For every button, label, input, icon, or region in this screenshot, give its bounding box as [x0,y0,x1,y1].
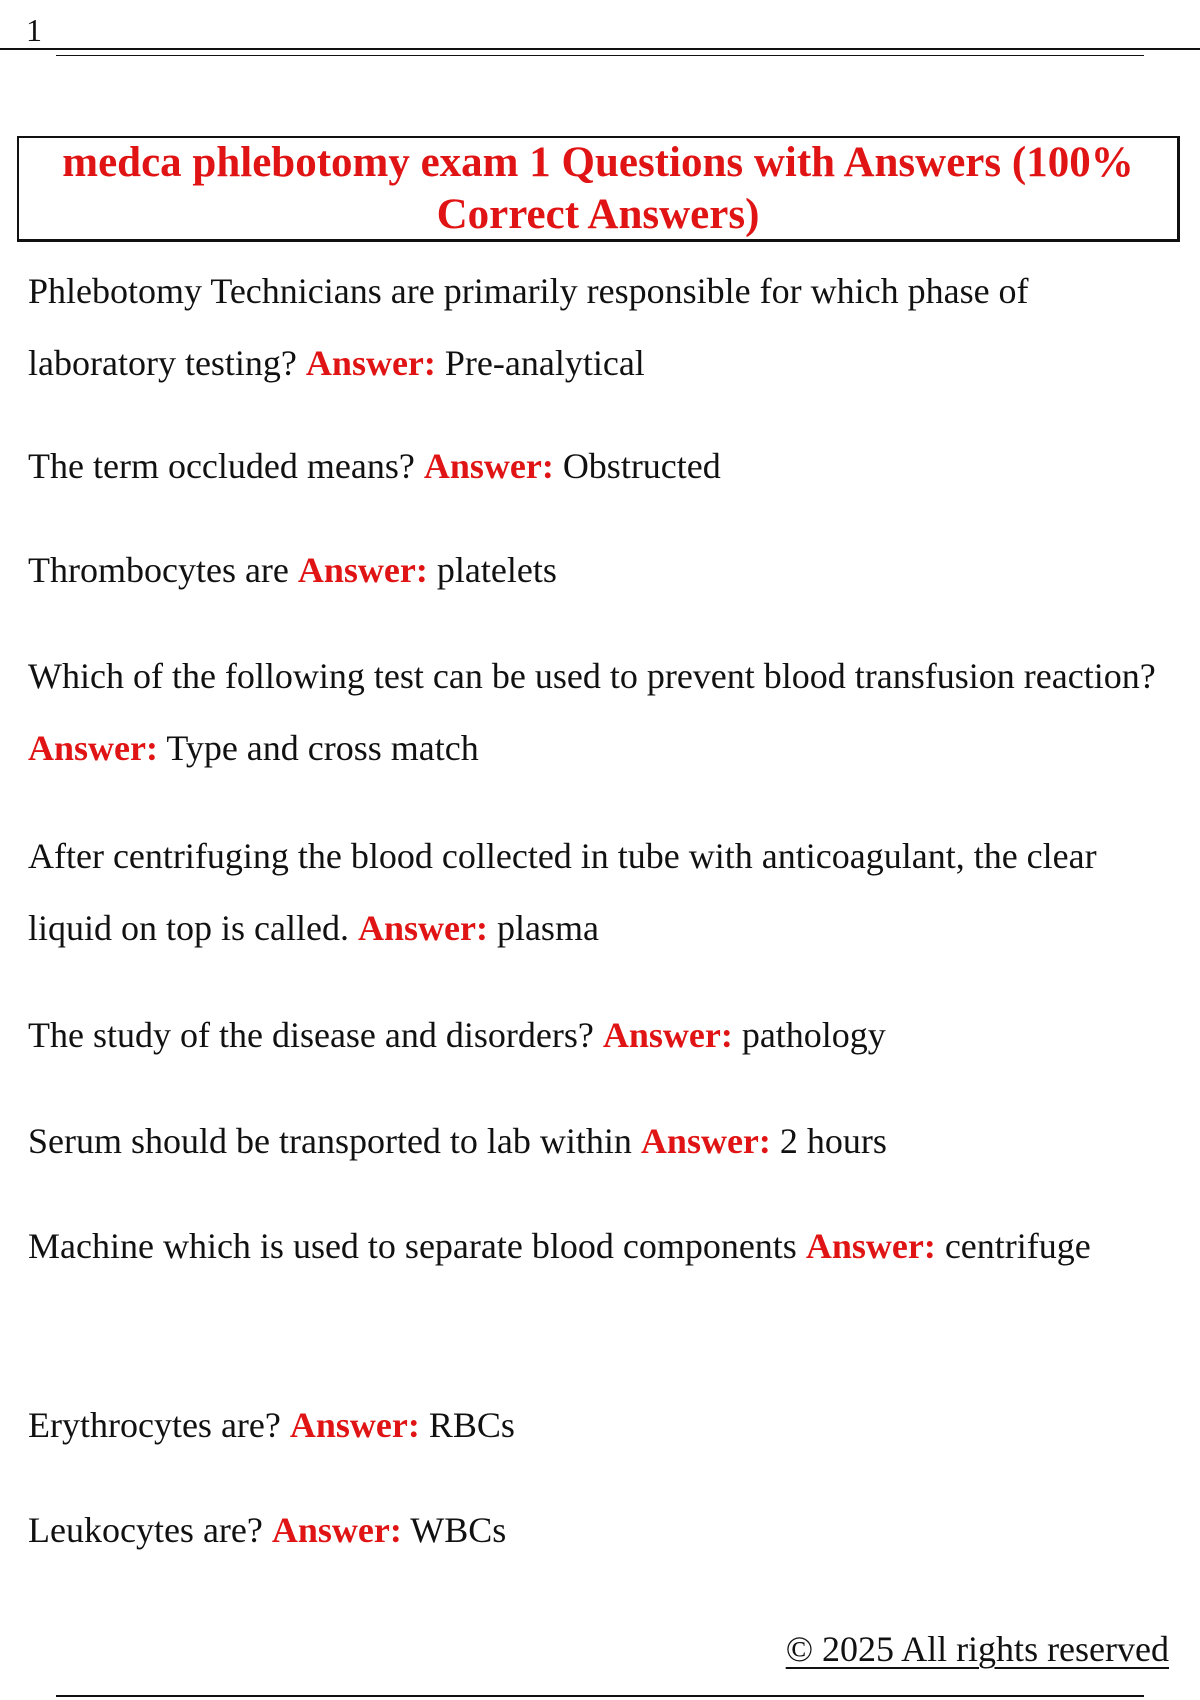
answer-text: Pre-analytical [444,343,645,383]
qa-item [28,430,1158,502]
question-text: Leukocytes are? [28,1510,263,1550]
qa-item [28,640,1158,784]
qa-item [28,1494,1158,1566]
qa-item [28,999,1158,1071]
qa-item [28,1389,1158,1461]
answer-label: Answer: [289,1405,420,1445]
question-text: After centrifuging the blood collected in tube with anticoagulant, the clear liquid on top is called. [28,836,1097,948]
footer-rule [56,1695,1144,1697]
question-text: Serum should be transported to lab within [28,1121,632,1161]
answer-label: Answer: [28,728,158,768]
page-number: 1 [26,12,42,48]
answer-text: Type and cross match [166,728,479,768]
answer-label: Answer: [271,1510,402,1550]
question-text: Phlebotomy Technicians are primarily responsible for which phase of laboratory testing? [28,271,1029,383]
answer-text: centrifuge [944,1226,1091,1266]
question-text: Thrombocytes are [28,550,289,590]
footer-copyright: © 2025 All rights reserved [785,1629,1169,1669]
answer-text: plasma [496,908,599,948]
answer-text: RBCs [428,1405,515,1445]
answer-text: platelets [436,550,557,590]
answer-text: 2 hours [779,1121,887,1161]
question-text: The term occluded means? [28,446,415,486]
qa-item [28,534,1158,606]
answer-text: pathology [741,1015,886,1055]
qa-item [28,1105,1158,1177]
answer-text: WBCs [410,1510,507,1550]
answer-text: Obstructed [562,446,721,486]
qa-item [28,255,1158,399]
qa-item [28,820,1158,964]
question-text: Machine which is used to separate blood components [28,1226,797,1266]
answer-label: Answer: [423,446,554,486]
answer-label: Answer: [305,343,436,383]
qa-item [28,1210,1158,1282]
document-title: medca phlebotomy exam 1 Questions with Answers (100% Correct Answers) [62,138,1134,238]
title-box [17,136,1180,242]
answer-label: Answer: [602,1015,733,1055]
header-rule [0,48,1200,50]
header-rule-secondary [56,55,1144,56]
question-text: Erythrocytes are? [28,1405,281,1445]
answer-label: Answer: [805,1226,936,1266]
answer-label: Answer: [357,908,488,948]
question-text: The study of the disease and disorders? [28,1015,594,1055]
answer-label: Answer: [297,550,428,590]
answer-label: Answer: [640,1121,771,1161]
question-text: Which of the following test can be used to prevent blood transfusion reaction? [28,656,1156,696]
